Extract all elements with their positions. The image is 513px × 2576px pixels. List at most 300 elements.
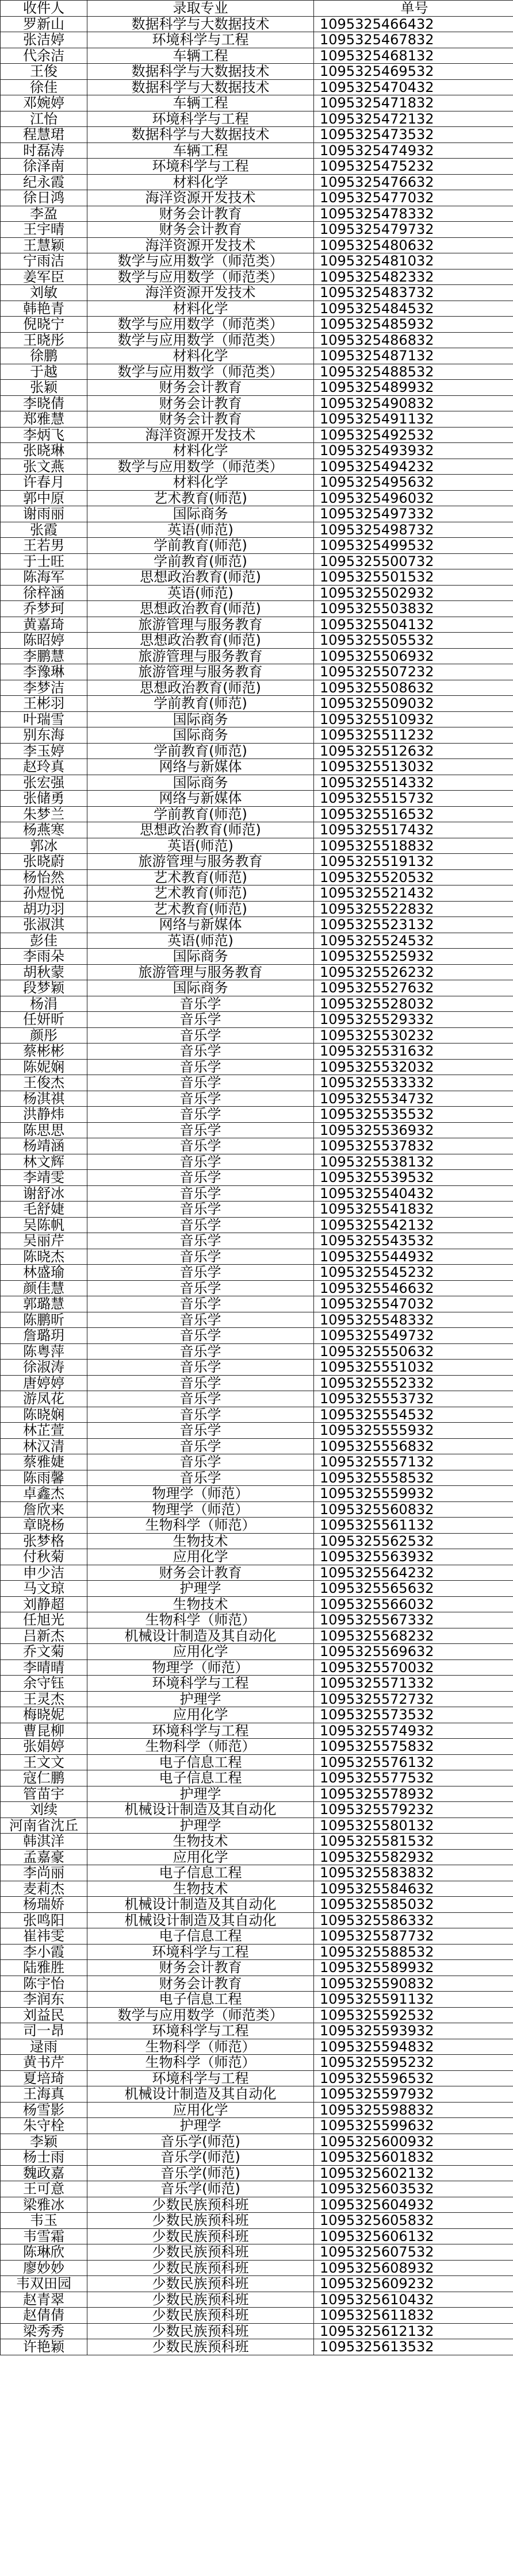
- table-row: [1, 1423, 513, 1439]
- recipient-cell: 韩淇洋: [1, 1834, 87, 1850]
- major-cell: 旅游管理与服务教育: [87, 664, 314, 680]
- tracking-number-cell: 1095325590832: [314, 1976, 513, 1992]
- tracking-number-cell: 1095325554532: [314, 1407, 513, 1423]
- major-cell: 音乐学: [87, 1423, 314, 1439]
- recipient-cell: 郭中原: [1, 490, 87, 506]
- major-cell: 电子信息工程: [87, 1754, 314, 1770]
- table-row: [1, 475, 513, 491]
- major-cell: 网络与新媒体: [87, 759, 314, 775]
- tracking-number-cell: 1095325594832: [314, 2039, 513, 2055]
- table-row: [1, 2260, 513, 2276]
- table-row: [1, 2102, 513, 2118]
- table-row: [1, 822, 513, 838]
- major-cell: 少数民族预科班: [87, 2260, 314, 2276]
- tracking-number-cell: 1095325558532: [314, 1470, 513, 1486]
- recipient-cell: 韩艳青: [1, 301, 87, 317]
- recipient-cell: 赵倩倩: [1, 2308, 87, 2324]
- major-cell: 音乐学: [87, 1375, 314, 1391]
- recipient-cell: 陆雅胜: [1, 1960, 87, 1976]
- tracking-number-cell: 1095325568232: [314, 1628, 513, 1644]
- major-cell: 音乐学: [87, 1360, 314, 1376]
- major-cell: 车辆工程: [87, 143, 314, 159]
- recipient-cell: 蔡彬彬: [1, 1044, 87, 1060]
- tracking-number-cell: 1095325512632: [314, 743, 513, 759]
- tracking-number-cell: 1095325562532: [314, 1533, 513, 1549]
- recipient-cell: 胡功羽: [1, 901, 87, 917]
- recipient-cell: 廖妙妙: [1, 2260, 87, 2276]
- major-cell: 生物技术: [87, 1533, 314, 1549]
- major-cell: 环境科学与工程: [87, 2070, 314, 2086]
- major-cell: 英语(师范): [87, 838, 314, 854]
- table-row: [1, 1075, 513, 1091]
- major-cell: 护理学: [87, 1581, 314, 1597]
- major-cell: 音乐学: [87, 1170, 314, 1186]
- table-row: [1, 301, 513, 317]
- table-row: [1, 1928, 513, 1944]
- table-row: [1, 64, 513, 80]
- recipient-cell: 谢雨丽: [1, 506, 87, 522]
- table-row: [1, 1565, 513, 1581]
- major-cell: 环境科学与工程: [87, 1944, 314, 1960]
- recipient-cell: 崔祎雯: [1, 1928, 87, 1944]
- tracking-number-cell: 1095325585032: [314, 1897, 513, 1913]
- table-row: [1, 1770, 513, 1786]
- table-row: [1, 79, 513, 95]
- recipient-cell: 陈粤萍: [1, 1343, 87, 1360]
- major-cell: 机械设计制造及其自动化: [87, 1628, 314, 1644]
- major-cell: 音乐学: [87, 1107, 314, 1123]
- tracking-number-cell: 1095325476632: [314, 174, 513, 190]
- tracking-number-cell: 1095325516532: [314, 806, 513, 822]
- tracking-number-cell: 1095325595232: [314, 2055, 513, 2071]
- table-row: [1, 759, 513, 775]
- major-cell: 电子信息工程: [87, 1928, 314, 1944]
- table-row: [1, 791, 513, 807]
- major-cell: 生物科学（师范）: [87, 1612, 314, 1628]
- tracking-number-cell: 1095325527632: [314, 980, 513, 996]
- tracking-number-cell: 1095325478332: [314, 206, 513, 222]
- tracking-number-cell: 1095325488532: [314, 364, 513, 380]
- recipient-cell: 孙煜悦: [1, 885, 87, 902]
- recipient-cell: 林汉清: [1, 1438, 87, 1454]
- major-cell: 财务会计教育: [87, 1565, 314, 1581]
- tracking-number-cell: 1095325493932: [314, 443, 513, 459]
- recipient-cell: 李梦洁: [1, 680, 87, 696]
- table-row: [1, 949, 513, 965]
- recipient-cell: 陈琳欣: [1, 2244, 87, 2261]
- table-row: [1, 1596, 513, 1612]
- tracking-number-cell: 1095325480632: [314, 237, 513, 253]
- major-cell: 生物科学（师范）: [87, 2055, 314, 2071]
- table-row: [1, 1581, 513, 1597]
- major-cell: 音乐学: [87, 1091, 314, 1107]
- recipient-cell: 张晓蔚: [1, 854, 87, 870]
- tracking-number-cell: 1095325477032: [314, 190, 513, 206]
- table-row: [1, 854, 513, 870]
- recipient-cell: 詹欣来: [1, 1501, 87, 1518]
- major-cell: 思想政治教育(师范): [87, 569, 314, 586]
- major-cell: 环境科学与工程: [87, 32, 314, 48]
- major-cell: 少数民族预科班: [87, 2197, 314, 2213]
- table-row: [1, 1059, 513, 1075]
- major-cell: 生物科学（师范）: [87, 2039, 314, 2055]
- tracking-number-cell: 1095325485932: [314, 317, 513, 333]
- table-row: [1, 1375, 513, 1391]
- table-row: [1, 1944, 513, 1960]
- tracking-number-cell: 1095325583832: [314, 1865, 513, 1881]
- major-cell: 物理学（师范）: [87, 1486, 314, 1502]
- tracking-number-cell: 1095325579232: [314, 1802, 513, 1818]
- table-row: [1, 585, 513, 601]
- table-row: [1, 348, 513, 364]
- recipient-cell: 李豫琳: [1, 664, 87, 680]
- tracking-number-cell: 1095325496032: [314, 490, 513, 506]
- major-cell: 音乐学: [87, 1265, 314, 1281]
- major-cell: 音乐学: [87, 1391, 314, 1407]
- major-cell: 数学与应用数学（师范类）: [87, 2007, 314, 2023]
- tracking-number-cell: 1095325556832: [314, 1438, 513, 1454]
- table-row: [1, 1138, 513, 1154]
- major-cell: 音乐学: [87, 1012, 314, 1028]
- major-cell: 艺术教育(师范): [87, 885, 314, 902]
- tracking-number-cell: 1095325535532: [314, 1107, 513, 1123]
- major-cell: 音乐学(师范): [87, 2150, 314, 2166]
- table-row: [1, 1676, 513, 1692]
- major-cell: 财务会计教育: [87, 1976, 314, 1992]
- header-tracking-number: 单号: [314, 1, 513, 17]
- table-row: [1, 680, 513, 696]
- major-cell: 思想政治教育(师范): [87, 601, 314, 617]
- major-cell: 音乐学: [87, 1438, 314, 1454]
- tracking-number-cell: 1095325479732: [314, 222, 513, 238]
- table-row: [1, 1486, 513, 1502]
- tracking-number-cell: 1095325605832: [314, 2213, 513, 2229]
- recipient-cell: 朱梦兰: [1, 806, 87, 822]
- tracking-number-cell: 1095325545232: [314, 1265, 513, 1281]
- tracking-number-cell: 1095325577532: [314, 1770, 513, 1786]
- recipient-cell: 河南省沈丘: [1, 1818, 87, 1834]
- header-row: [1, 1, 513, 17]
- major-cell: 数学与应用数学（师范类）: [87, 269, 314, 285]
- table-row: [1, 869, 513, 885]
- tracking-number-cell: 1095325468132: [314, 48, 513, 64]
- tracking-number-cell: 1095325572732: [314, 1691, 513, 1707]
- tracking-number-cell: 1095325591132: [314, 1992, 513, 2008]
- table-row: [1, 1391, 513, 1407]
- tracking-number-cell: 1095325528032: [314, 996, 513, 1012]
- table-row: [1, 1107, 513, 1123]
- major-cell: 数据科学与大数据技术: [87, 79, 314, 95]
- major-cell: 英语(师范): [87, 933, 314, 949]
- tracking-number-cell: 1095325569632: [314, 1644, 513, 1660]
- header-recipient: 收件人: [1, 1, 87, 17]
- recipient-cell: 张鸣阳: [1, 1912, 87, 1928]
- recipient-cell: 余守钰: [1, 1676, 87, 1692]
- recipient-cell: 李晴晴: [1, 1659, 87, 1676]
- recipient-cell: 乔梦珂: [1, 601, 87, 617]
- tracking-number-cell: 1095325521432: [314, 885, 513, 902]
- recipient-cell: 杨淇祺: [1, 1091, 87, 1107]
- recipient-cell: 王俊: [1, 64, 87, 80]
- tracking-number-cell: 1095325553732: [314, 1391, 513, 1407]
- table-row: [1, 2165, 513, 2181]
- recipient-cell: 张淑淇: [1, 917, 87, 933]
- tracking-number-cell: 1095325578932: [314, 1786, 513, 1802]
- table-row: [1, 237, 513, 253]
- major-cell: 音乐学(师范): [87, 2181, 314, 2197]
- major-cell: 护理学: [87, 1818, 314, 1834]
- table-row: [1, 459, 513, 475]
- major-cell: 少数民族预科班: [87, 2276, 314, 2292]
- table-row: [1, 1296, 513, 1312]
- major-cell: 海洋资源开发技术: [87, 237, 314, 253]
- tracking-number-cell: 1095325499532: [314, 538, 513, 554]
- table-row: [1, 885, 513, 902]
- tracking-number-cell: 1095325497332: [314, 506, 513, 522]
- recipient-cell: 徐鹏: [1, 348, 87, 364]
- tracking-number-cell: 1095325508632: [314, 680, 513, 696]
- recipient-cell: 张文燕: [1, 459, 87, 475]
- major-cell: 数学与应用数学（师范类）: [87, 332, 314, 348]
- tracking-number-cell: 1095325474932: [314, 143, 513, 159]
- tracking-number-cell: 1095325486832: [314, 332, 513, 348]
- tracking-number-cell: 1095325575832: [314, 1739, 513, 1755]
- table-row: [1, 917, 513, 933]
- table-row: [1, 1027, 513, 1044]
- table-row: [1, 711, 513, 727]
- recipient-cell: 曹昆柳: [1, 1723, 87, 1739]
- major-cell: 数据科学与大数据技术: [87, 16, 314, 32]
- recipient-cell: 王宇晴: [1, 222, 87, 238]
- tracking-number-cell: 1095325546632: [314, 1280, 513, 1296]
- tracking-number-cell: 1095325559932: [314, 1486, 513, 1502]
- tracking-number-cell: 1095325606132: [314, 2228, 513, 2244]
- tracking-number-cell: 1095325561132: [314, 1518, 513, 1534]
- table-row: [1, 1438, 513, 1454]
- recipient-cell: 韦雪霜: [1, 2228, 87, 2244]
- table-row: [1, 143, 513, 159]
- major-cell: 材料化学: [87, 348, 314, 364]
- tracking-number-cell: 1095325492532: [314, 427, 513, 443]
- tracking-number-cell: 1095325576132: [314, 1754, 513, 1770]
- major-cell: 环境科学与工程: [87, 111, 314, 127]
- tracking-number-cell: 1095325518832: [314, 838, 513, 854]
- tracking-number-cell: 1095325537832: [314, 1138, 513, 1154]
- table-row: [1, 1881, 513, 1897]
- tracking-number-cell: 1095325555932: [314, 1423, 513, 1439]
- table-row: [1, 2213, 513, 2229]
- table-row: [1, 1849, 513, 1865]
- table-row: [1, 1470, 513, 1486]
- tracking-number-cell: 1095325599632: [314, 2118, 513, 2134]
- recipient-cell: 黄嘉琦: [1, 617, 87, 633]
- recipient-cell: 杨士雨: [1, 2150, 87, 2166]
- table-row: [1, 2228, 513, 2244]
- recipient-cell: 吴丽芹: [1, 1233, 87, 1249]
- table-row: [1, 806, 513, 822]
- recipient-cell: 管苗宇: [1, 1786, 87, 1802]
- major-cell: 音乐学: [87, 1407, 314, 1423]
- recipient-cell: 许春月: [1, 475, 87, 491]
- tracking-number-cell: 1095325597932: [314, 2086, 513, 2103]
- recipient-cell: 别东海: [1, 727, 87, 744]
- table-row: [1, 2118, 513, 2134]
- major-cell: 国际商务: [87, 727, 314, 744]
- table-row: [1, 190, 513, 206]
- table-row: [1, 775, 513, 791]
- tracking-number-cell: 1095325484532: [314, 301, 513, 317]
- major-cell: 音乐学: [87, 1122, 314, 1138]
- tracking-number-cell: 1095325538132: [314, 1154, 513, 1170]
- major-cell: 旅游管理与服务教育: [87, 617, 314, 633]
- recipient-cell: 任旭光: [1, 1612, 87, 1628]
- major-cell: 应用化学: [87, 2102, 314, 2118]
- recipient-cell: 张梦格: [1, 1533, 87, 1549]
- table-row: [1, 269, 513, 285]
- tracking-number-cell: 1095325501532: [314, 569, 513, 586]
- table-row: [1, 2055, 513, 2071]
- major-cell: 英语(师范): [87, 522, 314, 538]
- tracking-number-cell: 1095325571332: [314, 1676, 513, 1692]
- major-cell: 车辆工程: [87, 48, 314, 64]
- tracking-number-cell: 1095325589932: [314, 1960, 513, 1976]
- tracking-number-cell: 1095325525932: [314, 949, 513, 965]
- tracking-number-cell: 1095325611832: [314, 2308, 513, 2324]
- table-row: [1, 285, 513, 301]
- recipient-cell: 洪静炜: [1, 1107, 87, 1123]
- major-cell: 学前教育(师范): [87, 806, 314, 822]
- tracking-number-cell: 1095325593932: [314, 2023, 513, 2039]
- tracking-number-cell: 1095325557132: [314, 1454, 513, 1470]
- tracking-number-cell: 1095325566032: [314, 1596, 513, 1612]
- tracking-number-cell: 1095325570032: [314, 1659, 513, 1676]
- major-cell: 少数民族预科班: [87, 2213, 314, 2229]
- tracking-number-cell: 1095325500732: [314, 553, 513, 569]
- tracking-number-cell: 1095325494232: [314, 459, 513, 475]
- recipient-cell: 杨涓: [1, 996, 87, 1012]
- major-cell: 音乐学: [87, 1027, 314, 1044]
- major-cell: 数学与应用数学（师范类）: [87, 317, 314, 333]
- major-cell: 财务会计教育: [87, 1960, 314, 1976]
- recipient-cell: 陈海军: [1, 569, 87, 586]
- recipient-cell: 胡秋蒙: [1, 964, 87, 980]
- tracking-number-cell: 1095325483732: [314, 285, 513, 301]
- major-cell: 数据科学与大数据技术: [87, 64, 314, 80]
- tracking-number-cell: 1095325550632: [314, 1343, 513, 1360]
- major-cell: 物理学（师范）: [87, 1501, 314, 1518]
- table-row: [1, 253, 513, 269]
- table-row: [1, 317, 513, 333]
- tracking-number-cell: 1095325473532: [314, 127, 513, 143]
- major-cell: 护理学: [87, 1786, 314, 1802]
- major-cell: 机械设计制造及其自动化: [87, 1802, 314, 1818]
- tracking-number-cell: 1095325466432: [314, 16, 513, 32]
- table-row: [1, 2244, 513, 2261]
- recipient-cell: 乔文菊: [1, 1644, 87, 1660]
- recipient-cell: 江怡: [1, 111, 87, 127]
- recipient-cell: 朱守栓: [1, 2118, 87, 2134]
- major-cell: 音乐学: [87, 1217, 314, 1233]
- tracking-number-cell: 1095325600932: [314, 2134, 513, 2150]
- recipient-cell: 魏政嘉: [1, 2165, 87, 2181]
- tracking-number-cell: 1095325482332: [314, 269, 513, 285]
- recipient-cell: 陈雨馨: [1, 1470, 87, 1486]
- tracking-number-cell: 1095325533332: [314, 1075, 513, 1091]
- recipient-cell: 张晓琳: [1, 443, 87, 459]
- tracking-number-cell: 1095325506932: [314, 648, 513, 664]
- recipient-cell: 夏培琦: [1, 2070, 87, 2086]
- major-cell: 国际商务: [87, 506, 314, 522]
- major-cell: 音乐学: [87, 1202, 314, 1218]
- major-cell: 国际商务: [87, 949, 314, 965]
- table-row: [1, 1154, 513, 1170]
- major-cell: 音乐学: [87, 1454, 314, 1470]
- tracking-number-cell: 1095325502932: [314, 585, 513, 601]
- tracking-number-cell: 1095325574932: [314, 1723, 513, 1739]
- recipient-cell: 任妍昕: [1, 1012, 87, 1028]
- table-row: [1, 1992, 513, 2008]
- tracking-number-cell: 1095325520532: [314, 869, 513, 885]
- tracking-number-cell: 1095325598832: [314, 2102, 513, 2118]
- tracking-number-cell: 1095325526232: [314, 964, 513, 980]
- recipient-cell: 程慧珺: [1, 127, 87, 143]
- tracking-number-cell: 1095325481032: [314, 253, 513, 269]
- recipient-cell: 李鹏慧: [1, 648, 87, 664]
- recipient-cell: 林文辉: [1, 1154, 87, 1170]
- recipient-cell: 林芷萱: [1, 1423, 87, 1439]
- tracking-number-cell: 1095325564232: [314, 1565, 513, 1581]
- tracking-number-cell: 1095325567332: [314, 1612, 513, 1628]
- recipient-cell: 詹璐玥: [1, 1328, 87, 1344]
- tracking-number-cell: 1095325544932: [314, 1249, 513, 1265]
- major-cell: 学前教育(师范): [87, 696, 314, 712]
- recipient-cell: 徐日鸿: [1, 190, 87, 206]
- table-row: [1, 16, 513, 32]
- tracking-number-cell: 1095325587732: [314, 1928, 513, 1944]
- table-row: [1, 1202, 513, 1218]
- tracking-number-cell: 1095325509032: [314, 696, 513, 712]
- tracking-number-cell: 1095325505532: [314, 633, 513, 649]
- tracking-number-cell: 1095325510932: [314, 711, 513, 727]
- table-row: [1, 2007, 513, 2023]
- recipient-cell: 张宏强: [1, 775, 87, 791]
- table-row: [1, 648, 513, 664]
- recipient-cell: 申少洁: [1, 1565, 87, 1581]
- table-row: [1, 2134, 513, 2150]
- tracking-number-cell: 1095325503832: [314, 601, 513, 617]
- table-row: [1, 95, 513, 111]
- recipient-cell: 刘益民: [1, 2007, 87, 2023]
- recipient-cell: 王晓彤: [1, 332, 87, 348]
- recipient-cell: 唐婷婷: [1, 1375, 87, 1391]
- table-row: [1, 743, 513, 759]
- recipient-cell: 李玉婷: [1, 743, 87, 759]
- recipient-cell: 麦莉杰: [1, 1881, 87, 1897]
- recipient-cell: 纪永霞: [1, 174, 87, 190]
- major-cell: 艺术教育(师范): [87, 901, 314, 917]
- table-row: [1, 1407, 513, 1423]
- table-row: [1, 332, 513, 348]
- major-cell: 财务会计教育: [87, 206, 314, 222]
- tracking-number-cell: 1095325491132: [314, 411, 513, 428]
- major-cell: 艺术教育(师范): [87, 869, 314, 885]
- recipient-cell: 寇仁鹏: [1, 1770, 87, 1786]
- table-row: [1, 1628, 513, 1644]
- major-cell: 音乐学: [87, 1044, 314, 1060]
- major-cell: 音乐学: [87, 1328, 314, 1344]
- tracking-number-cell: 1095325522832: [314, 901, 513, 917]
- recipient-cell: 梁雅冰: [1, 2197, 87, 2213]
